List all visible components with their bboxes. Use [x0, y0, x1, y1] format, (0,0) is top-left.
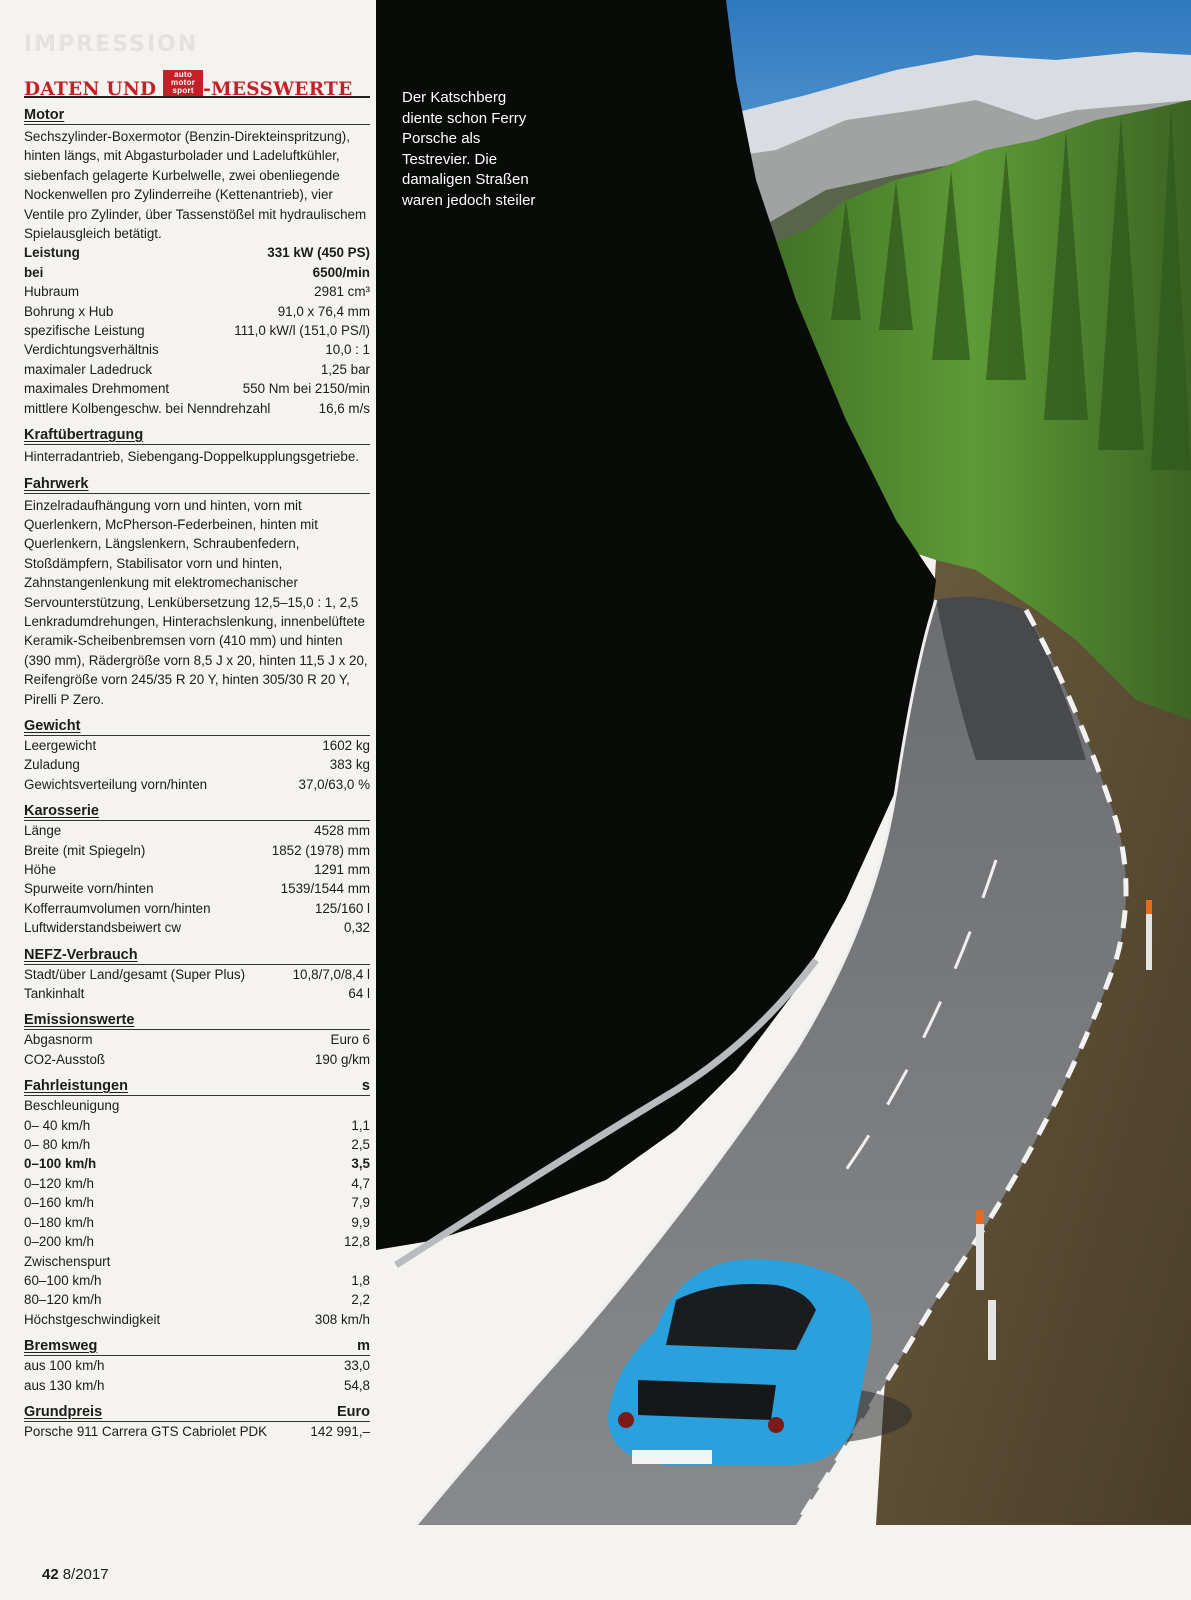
- spec-row: [24, 302, 370, 321]
- spec-row: [24, 379, 370, 398]
- section-title: NEFZ-Verbrauch: [24, 946, 138, 963]
- spec-row: [24, 841, 370, 860]
- spec-row: [24, 1154, 370, 1173]
- section-heading: [24, 426, 370, 445]
- spec-label: Porsche 911 Carrera GTS Cabriolet PDK: [24, 1423, 268, 1439]
- spec-row: [24, 243, 370, 262]
- spec-value: 190 g/km: [314, 1051, 370, 1067]
- spec-row: [24, 1135, 370, 1154]
- spec-value: 0,32: [343, 920, 370, 936]
- spec-value: 2,2: [351, 1292, 370, 1308]
- spec-label: Höchstgeschwindigkeit: [24, 1311, 161, 1327]
- mountain-road-photo: [376, 0, 1191, 1525]
- spec-row: [24, 1174, 370, 1193]
- spec-label: 0–200 km/h: [24, 1234, 94, 1250]
- ghost-section-header: IMPRESSION: [24, 32, 199, 57]
- spec-section: [24, 475, 370, 709]
- spec-label: 0– 40 km/h: [24, 1117, 91, 1133]
- section-description: Einzelradaufhängung vorn und hinten, vorn mit Querlenkern, McPherson-Federbeinen, hinten mit Querlenkern, Längslenkern, Schraubenfedern, Stoßdämpfern, Stabilisator vorn und hinten, Zahnstangenlenkung mit elektromechanischer Servounterstützung, Lenkübersetzung 12,5–15,0 : 1, 2,5 Lenkradumdrehungen, Hinterachslenkung, innenbelüftete Keramik-Scheibenbremsen vorn (410 mm) und hinten (390 mm), Rädergröße vorn 8,5 J x 20, hinten 11,5 J x 20, Reifengröße vorn 245/35 R 20 Y, hinten 305/30 R 20 Y, Pirelli P Zero.: [24, 497, 368, 707]
- spec-label: 0–120 km/h: [24, 1175, 94, 1191]
- spec-row: [24, 1193, 370, 1212]
- spec-section: [24, 106, 370, 418]
- spec-row: [24, 821, 370, 840]
- section-description: Sechszylinder-Boxermotor (Benzin-Direkteinspritzung), hinten längs, mit Abgasturbolader und Ladeluftkühler, siebenfach gelagerte Kurbelwelle, zwei obenliegende Nockenwellen pro Zylinderreihe (Kettenantrieb), vier Ventile pro Zylinder, über Tassenstößel mit hydraulischem Spielausgleich betätigt.: [24, 129, 367, 242]
- spec-value: 2981 cm³: [314, 284, 370, 300]
- spec-label: Spurweite vorn/hinten: [24, 881, 154, 897]
- spec-label: Verdichtungsverhältnis: [24, 342, 159, 358]
- spec-row: [24, 879, 370, 898]
- spec-label: Höhe: [24, 862, 57, 877]
- spec-row: [24, 1422, 370, 1441]
- spec-value: 1,25 bar: [320, 361, 370, 377]
- spec-section: [24, 946, 370, 1004]
- spec-label: Tankinhalt: [24, 986, 85, 1002]
- section-unit: s: [361, 1078, 370, 1095]
- spec-title: [24, 70, 370, 98]
- title-suffix: -MESSWERTE: [203, 79, 353, 100]
- ams-logo: auto motor sport: [163, 70, 203, 96]
- spec-row: [24, 775, 370, 794]
- spec-section: [24, 1077, 370, 1329]
- spec-value: 308 km/h: [314, 1311, 370, 1327]
- photo-caption: Der Katschberg diente schon Ferry Porsche als Testrevier. Die damaligen Straßen waren jedoch steiler: [402, 89, 536, 209]
- spec-value: 1291 mm: [314, 862, 370, 877]
- spec-label: Zuladung: [24, 757, 80, 773]
- spec-row: [24, 918, 370, 937]
- spec-label: CO2-Ausstoß: [24, 1051, 106, 1067]
- spec-value: 6500/min: [312, 264, 370, 280]
- spec-value: 12,8: [343, 1234, 370, 1250]
- spec-row: [24, 1232, 370, 1251]
- section-title: Emissionswerte: [24, 1012, 135, 1029]
- spec-row: [24, 1096, 370, 1115]
- section-heading: [24, 717, 370, 736]
- spec-value: 142 991,–: [310, 1423, 370, 1439]
- spec-value: 550 Nm bei 2150/min: [242, 381, 370, 397]
- spec-label: aus 100 km/h: [24, 1358, 105, 1374]
- spec-label: Abgasnorm: [24, 1032, 93, 1048]
- spec-label: Leergewicht: [24, 737, 97, 753]
- spec-row: [24, 860, 370, 879]
- spec-row: [24, 340, 370, 359]
- spec-row: [24, 263, 370, 282]
- page-number: 42: [42, 1566, 59, 1583]
- section-heading: [24, 1403, 370, 1422]
- spec-label: mittlere Kolbengeschw. bei Nenndrehzahl: [24, 400, 271, 416]
- spec-row: [24, 1030, 370, 1049]
- spec-value: 91,0 x 76,4 mm: [277, 303, 370, 319]
- spec-value: 37,0/63,0 %: [298, 776, 370, 792]
- spec-label: 0– 80 km/h: [24, 1137, 91, 1153]
- spec-row: [24, 321, 370, 340]
- section-heading: [24, 946, 370, 965]
- spec-row: [24, 1290, 370, 1309]
- section-unit: m: [357, 1338, 370, 1355]
- section-title: Fahrleistungen: [24, 1078, 128, 1095]
- spec-value: 1,1: [351, 1117, 370, 1133]
- spec-label: maximaler Ladedruck: [24, 361, 153, 377]
- spec-row: [24, 1213, 370, 1232]
- spec-value: 125/160 l: [314, 900, 370, 916]
- section-heading: [24, 106, 370, 125]
- spec-value: 331 kW (450 PS): [267, 245, 370, 261]
- section-heading: [24, 1337, 370, 1356]
- spec-label: bei: [24, 264, 44, 280]
- page-folio: [42, 1566, 109, 1583]
- spec-row: [24, 1356, 370, 1375]
- spec-value: 10,0 : 1: [325, 342, 370, 358]
- section-heading: [24, 1077, 370, 1096]
- spec-label: Stadt/über Land/gesamt (Super Plus): [24, 966, 246, 982]
- spec-row: [24, 1050, 370, 1069]
- spec-value: 10,8/7,0/8,4 l: [292, 966, 370, 982]
- spec-value: 2,5: [351, 1137, 370, 1153]
- section-title: Kraftübertragung: [24, 427, 144, 444]
- section-title: Karosserie: [24, 803, 99, 820]
- spec-row: [24, 755, 370, 774]
- spec-value: 54,8: [343, 1377, 370, 1393]
- spec-section: [24, 1011, 370, 1069]
- spec-label: Luftwiderstandsbeiwert cw: [24, 920, 182, 936]
- issue-date: 8/2017: [62, 1566, 109, 1583]
- title-prefix: DATEN UND: [24, 79, 164, 100]
- section-unit: Euro: [336, 1403, 370, 1420]
- spec-row: [24, 282, 370, 301]
- spec-label: spezifische Leistung: [24, 323, 145, 339]
- spec-row: [24, 360, 370, 379]
- spec-label: 0–100 km/h: [24, 1156, 97, 1172]
- spec-label: 0–160 km/h: [24, 1195, 94, 1211]
- spec-label: 60–100 km/h: [24, 1272, 102, 1288]
- spec-section: [24, 426, 370, 466]
- spec-value: 1,8: [351, 1272, 370, 1288]
- section-title: Bremsweg: [24, 1338, 98, 1355]
- spec-label: Kofferraumvolumen vorn/hinten: [24, 900, 211, 916]
- spec-value: 33,0: [343, 1358, 370, 1374]
- spec-label: 0–180 km/h: [24, 1214, 94, 1230]
- spec-row: [24, 736, 370, 755]
- spec-value: 16,6 m/s: [318, 400, 370, 416]
- spec-row: [24, 965, 370, 984]
- spec-label: 80–120 km/h: [24, 1292, 102, 1308]
- section-title: Fahrwerk: [24, 475, 89, 492]
- section-title: Motor: [24, 107, 65, 123]
- spec-sections: [24, 106, 370, 1441]
- section-title: Grundpreis: [24, 1403, 103, 1420]
- section-heading: [24, 1011, 370, 1030]
- spec-label: Leistung: [24, 245, 80, 261]
- spec-row: [24, 1376, 370, 1395]
- spec-label: Hubraum: [24, 284, 80, 300]
- spec-column: [24, 70, 370, 1441]
- spec-section: [24, 1337, 370, 1395]
- spec-value: 7,9: [351, 1195, 370, 1211]
- spec-label: Länge: [24, 823, 62, 839]
- spec-section: [24, 717, 370, 794]
- spec-row: [24, 1310, 370, 1329]
- section-heading: [24, 802, 370, 821]
- spec-label: Beschleunigung: [24, 1098, 120, 1114]
- spec-row: [24, 1271, 370, 1290]
- spec-row: [24, 1116, 370, 1135]
- spec-row: [24, 1252, 370, 1271]
- spec-label: Gewichtsverteilung vorn/hinten: [24, 776, 208, 792]
- spec-label: Breite (mit Spiegeln): [24, 842, 146, 858]
- spec-section: [24, 802, 370, 937]
- spec-value: 383 kg: [329, 757, 370, 773]
- spec-value: 4528 mm: [314, 823, 370, 839]
- spec-value: 4,7: [351, 1175, 370, 1191]
- spec-label: Bohrung x Hub: [24, 303, 114, 319]
- spec-section: [24, 1403, 370, 1441]
- spec-value: 1539/1544 mm: [280, 881, 370, 897]
- spec-value: 3,5: [351, 1156, 370, 1172]
- section-heading: [24, 475, 370, 494]
- spec-value: 111,0 kW/l (151,0 PS/l): [234, 323, 370, 339]
- spec-row: [24, 899, 370, 918]
- section-title: Gewicht: [24, 717, 81, 734]
- spec-value: 1852 (1978) mm: [271, 842, 370, 858]
- spec-label: maximales Drehmoment: [24, 381, 170, 397]
- spec-label: Zwischenspurt: [24, 1253, 111, 1269]
- spec-value: 9,9: [351, 1214, 370, 1230]
- spec-value: 64 l: [348, 986, 370, 1002]
- section-description: Hinterradantrieb, Siebengang-Doppelkupplungsgetriebe.: [24, 449, 359, 465]
- spec-row: [24, 399, 370, 418]
- spec-row: [24, 984, 370, 1003]
- spec-value: Euro 6: [330, 1032, 370, 1048]
- spec-label: aus 130 km/h: [24, 1377, 105, 1393]
- spec-value: 1602 kg: [322, 737, 370, 753]
